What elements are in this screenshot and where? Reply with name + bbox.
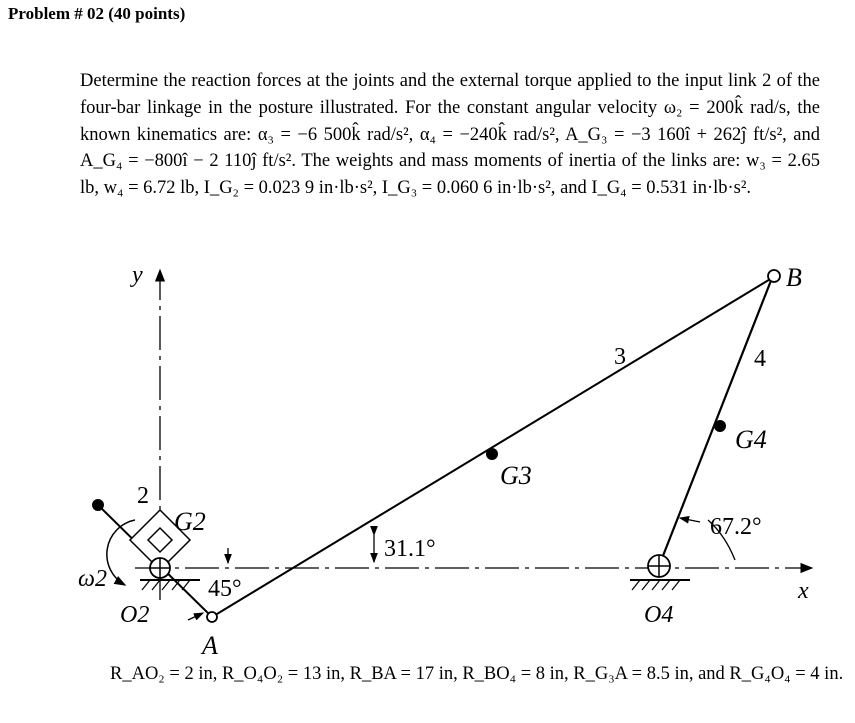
w4-value: w₄ = 6.72 lb, [103, 178, 200, 199]
intro-text: Determine the reaction forces at the joints and the external torque applied to the input link 2 of the four-bar linkage in the posture illustrated. For the constant angular velocity [80, 71, 820, 118]
label-g4: G4 [735, 425, 767, 454]
ig2-value: I_G₂ = 0.023 9 in·lb·s², [203, 178, 378, 199]
label-angle-45: 45° [208, 576, 242, 602]
angle-45-arrow-2 [188, 613, 203, 620]
distances-footer: R_AO₂ = 2 in, R_O₄O₂ = 13 in, R_BA = 17 in, R_BO₄ = 8 in, R_G₃A = 8.5 in, and R_G₄O₄ = 4 in. [110, 664, 844, 684]
omega2-arrow [107, 520, 135, 585]
label-angle-67: 67.2° [710, 514, 762, 540]
ig3-value: I_G₃ = 0.060 6 in·lb·s², [381, 178, 556, 199]
kinematics-lead: the known kinematics are: [80, 97, 820, 145]
problem-heading: Problem # 02 (40 points) [8, 4, 186, 23]
label-g3: G3 [500, 461, 532, 490]
weights-lead: The weights and mass moments of inertia of the links are: [301, 151, 741, 172]
alpha4-value: α₄ = −240k̂ rad/s², [419, 124, 560, 145]
link-3 [212, 278, 772, 617]
alpha3-value: α₃ = −6 500k̂ rad/s², [257, 124, 414, 145]
label-g2: G2 [174, 507, 206, 536]
y-axis-label: y [132, 262, 143, 288]
ag4-value: A_G₄ = −800î − 2 110ĵ ft/s². [80, 151, 296, 172]
label-omega2: ω2 [78, 566, 107, 592]
g4-dot [714, 420, 726, 432]
x-axis-label: x [798, 578, 809, 604]
label-o4: O4 [644, 602, 674, 628]
and-word-2: and [560, 178, 587, 199]
g3-dot [486, 448, 498, 460]
ag3-value: A_G₃ = −3 160î + 262ĵ ft/s², [565, 124, 787, 145]
label-link-3: 3 [614, 344, 626, 370]
pin-a [207, 612, 217, 622]
label-link-4: 4 [754, 346, 766, 372]
and-word: and [793, 124, 821, 145]
o4-pin [630, 555, 690, 590]
omega2-value: ω₂ = 200k̂ rad/s, [663, 97, 791, 118]
label-angle-31: 31.1° [384, 536, 436, 562]
label-link-2: 2 [137, 483, 149, 509]
o2-pin [140, 558, 200, 590]
link2-end-dot [92, 499, 104, 511]
angle-67-arrow [680, 518, 700, 522]
label-b: B [786, 263, 802, 292]
pin-b [768, 270, 780, 282]
ig4-value: I_G₄ = 0.531 in·lb·s². [591, 178, 752, 199]
label-o2: O2 [120, 602, 150, 628]
w3-value: w₃ = 2.65 lb, [80, 151, 821, 199]
label-a: A [202, 631, 218, 660]
